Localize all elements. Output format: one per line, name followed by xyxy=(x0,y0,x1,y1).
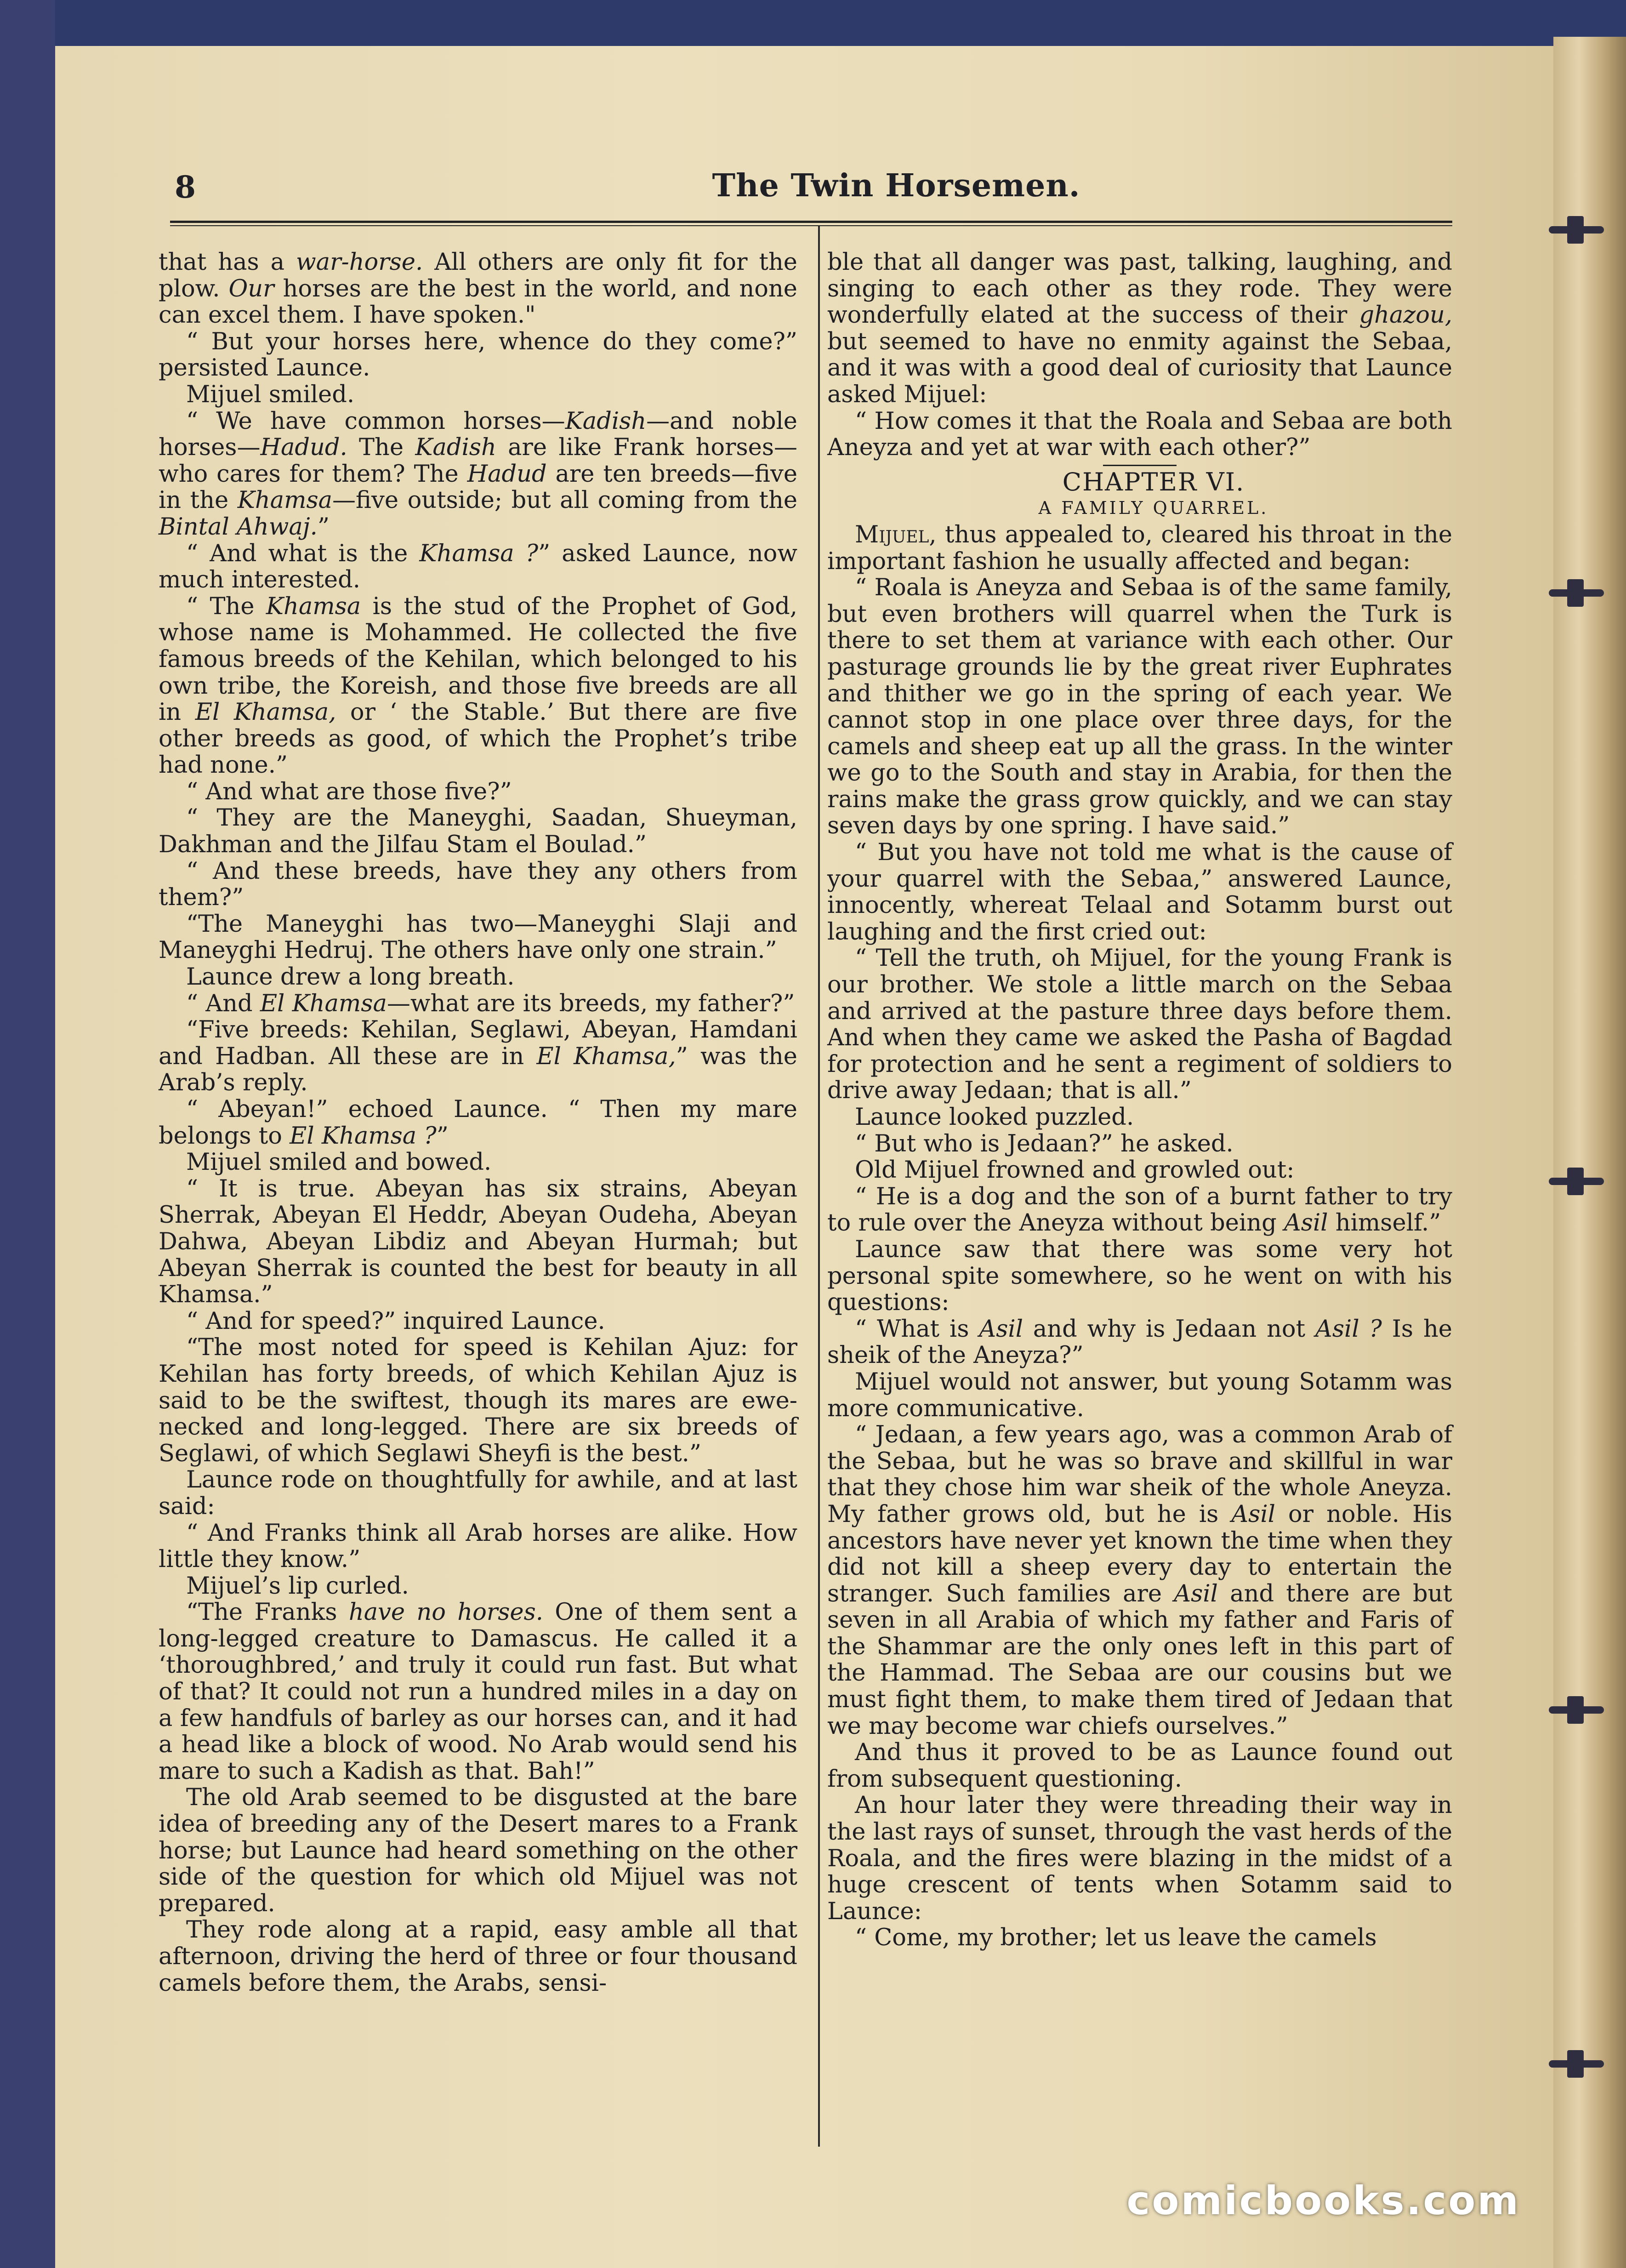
page-number: 8 xyxy=(175,169,196,205)
paragraph: Launce drew a long breath. xyxy=(186,963,515,991)
scan-background xyxy=(0,0,1626,46)
chapter-subtitle: A FAMILY QUARREL. xyxy=(1038,498,1269,519)
paragraph: “ Tell the truth, oh Mijuel, for the young Frank is our brother. We stole a little march on the Sebaa and arrived at the pasture three days before them. And when they came we asked the Pasha of Bagdad for protection and he sent a regiment of soldiers to drive away Jedaan; that is all.” xyxy=(827,945,1452,1105)
binding-staple-icon xyxy=(1549,216,1604,244)
paragraph: “ And for speed?” inquired Launce. xyxy=(186,1307,605,1335)
paragraph: “ How comes it that the Roala and Sebaa are both Aneyza and yet at war with each other?” xyxy=(827,407,1452,462)
right-column-bottom xyxy=(827,522,1452,1951)
paragraph: “ And what are those five?” xyxy=(186,778,512,805)
paragraph: “ We have common horses—Kadish—and noble horses—Hadud. The Kadish are like Frank horses—who cares for them? The Hadud are ten breeds—five in the Khamsa—five outside; but all coming from the Bintal Ahwaj.” xyxy=(159,407,798,541)
paragraph: Launce looked puzzled. xyxy=(855,1104,1134,1131)
running-title: The Twin Horsemen. xyxy=(712,167,1080,204)
paragraph: Mijuel’s lip curled. xyxy=(186,1572,409,1600)
paragraph: “The Franks have no horses. One of them sent a long-legged creature to Damascus. He called it a ‘thoroughbred,’ and truly it could run fast. But what of that? It could not run a hundred miles in a day on a few handfuls of barley as our horses can, and it had a head like a block of wood. No Arab would send his mare to such a Kadish as that. Bah!” xyxy=(159,1599,797,1785)
paragraph: And thus it proved to be as Launce found out from subsequent questioning. xyxy=(827,1739,1452,1793)
left-column xyxy=(159,249,797,1996)
paragraph: Mijuel smiled. xyxy=(186,381,355,408)
binding-staple-icon xyxy=(1549,2050,1604,2078)
paragraph: Launce rode on thoughtfully for awhile, and at last said: xyxy=(159,1466,797,1520)
paragraph: An hour later they were threading their way in the last rays of sunset, through the vast herds of the Roala, and the fires were blazing in the midst of a huge crescent of tents when Sotamm said to Launce: xyxy=(827,1792,1452,1925)
binding-staple-icon xyxy=(1549,579,1604,607)
paragraph: “ And Franks think all Arab horses are alike. How little they know.” xyxy=(159,1519,797,1573)
paragraph: Old Mijuel frowned and growled out: xyxy=(855,1157,1295,1184)
page-binding-edge xyxy=(1553,37,1626,2268)
paragraph: “ But you have not told me what is the cause of your quarrel with the Sebaa,” answered Launce, innocently, whereat Telaal and Sotamm burst out laughing and the first cried out: xyxy=(827,839,1452,946)
paragraph: “ And El Khamsa—what are its breeds, my father?” xyxy=(186,990,795,1017)
paragraph: Launce saw that there was some very hot personal spite somewhere, so he went on with his questions: xyxy=(827,1236,1452,1316)
right-column xyxy=(827,249,1452,1951)
paragraph: ble that all danger was past, talking, laughing, and singing to each other as they rode. They were wonderfully elated at the success of their ghazou, but seemed to have no enmity against the Sebaa, and it was with a good deal of curiosity that Launce asked Mijuel: xyxy=(827,249,1452,408)
paragraph: “ Abeyan!” echoed Launce. “ Then my mare belongs to El Khamsa ?” xyxy=(159,1096,797,1150)
scan-background-left xyxy=(0,0,55,2268)
paragraph: “ And these breeds, have they any others from them?” xyxy=(159,857,797,912)
right-column-top xyxy=(827,249,1452,461)
paragraph: They rode along at a rapid, easy amble all that afternoon, driving the herd of three or four thousand camels before them, the Arabs, sensi- xyxy=(159,1916,797,1997)
paragraph: The old Arab seemed to be disgusted at the bare idea of breeding any of the Desert mares to a Frank horse; but Launce had heard something on the other side of the question for which old Mijuel was not prepared. xyxy=(159,1784,797,1917)
paragraph: “ The Khamsa is the stud of the Prophet of God, whose name is Mohammed. He collected the five famous breeds of the Kehilan, which belonged to his own tribe, the Koreish, and those five breeds are all in El Khamsa, or ‘ the Stable.’ But there are five other breeds as good, of which the Prophet’s tribe had none.” xyxy=(159,593,797,779)
paragraph: “The most noted for speed is Kehilan Ajuz: for Kehilan has forty breeds, of which Kehilan Ajuz is said to be the swiftest, though its mares are ewe-necked and long-legged. There are six breeds of Seglawi, of which Seglawi Sheyfi is the best.” xyxy=(159,1334,797,1467)
paragraph: “ Jedaan, a few years ago, was a common Arab of the Sebaa, but he was so brave and skillful in war that they chose him war sheik of the whole Aneyza. My father grows old, but he is Asil or noble. His ancestors have never yet known the time when they did not kill a sheep every day to entertain the stranger. Such families are Asil and there are but seven in all Arabia of which my father and Faris of the Shammar are the only ones left in this part of the Hammad. The Sebaa are our cousins but we must fight them, to make them tired of Jedaan that we may become war chiefs ourselves.” xyxy=(827,1421,1452,1740)
binding-staple-icon xyxy=(1549,1696,1604,1724)
paragraph: “ They are the Maneyghi, Saadan, Shueyman, Dakhman and the Jilfau Stam el Boulad.” xyxy=(159,804,797,859)
paragraph: “The Maneyghi has two—Maneyghi Slaji and Maneyghi Hedruj. The others have only one strain.” xyxy=(159,910,797,964)
column-divider xyxy=(818,225,820,2147)
paragraph: Mijuel, thus appealed to, cleared his throat in the important fashion he usually affected and began: xyxy=(827,521,1452,575)
chapter-title: CHAPTER VI. xyxy=(1062,467,1245,496)
paragraph: “Five breeds: Kehilan, Seglawi, Abeyan, Hamdani and Hadban. All these are in El Khamsa,” was the Arab’s reply. xyxy=(159,1016,797,1097)
paragraph: Mijuel would not answer, but young Sotamm was more communicative. xyxy=(827,1368,1452,1422)
paragraph: Mijuel smiled and bowed. xyxy=(186,1149,492,1176)
paragraph: “ But your horses here, whence do they come?” persisted Launce. xyxy=(159,328,797,382)
binding-staple-icon xyxy=(1549,1168,1604,1195)
header-rule xyxy=(170,221,1452,226)
paragraph: “ He is a dog and the son of a burnt father to try to rule over the Aneyza without being Asil himself.” xyxy=(827,1183,1452,1237)
watermark: comicbooks.com xyxy=(1126,2178,1520,2224)
chapter-rule xyxy=(1103,465,1177,466)
paragraph: “ Roala is Aneyza and Sebaa is of the same family, but even brothers will quarrel when the Turk is there to set them at variance with each other. Our pasturage grounds lie by the great river Euphrates and thither we go in the spring of each year. We cannot stop in one place over three days, for the camels and sheep eat up all the grass. In the winter we go to the South and stay in Arabia, for then the rains make the grass grow quickly, and we can stay seven days by one spring. I have said.” xyxy=(827,574,1452,840)
paragraph: “ It is true. Abeyan has six strains, Abeyan Sherrak, Abeyan El Heddr, Abeyan Oudeha, Abeyan Dahwa, Abeyan Libdiz and Abeyan Hurmah; but Abeyan Sherrak is counted the best for beauty in all Khamsa.” xyxy=(159,1175,797,1309)
paragraph: “ What is Asil and why is Jedaan not Asil ? Is he sheik of the Aneyza?” xyxy=(827,1315,1452,1369)
paragraph: “ And what is the Khamsa ?” asked Launce, now much interested. xyxy=(159,540,797,594)
paragraph: that has a war-horse. All others are only fit for the plow. Our horses are the best in the world, and none can excel them. I have spoken." xyxy=(159,249,797,329)
paragraph: “ Come, my brother; let us leave the camels xyxy=(855,1924,1377,1952)
paragraph: “ But who is Jedaan?” he asked. xyxy=(855,1130,1234,1157)
